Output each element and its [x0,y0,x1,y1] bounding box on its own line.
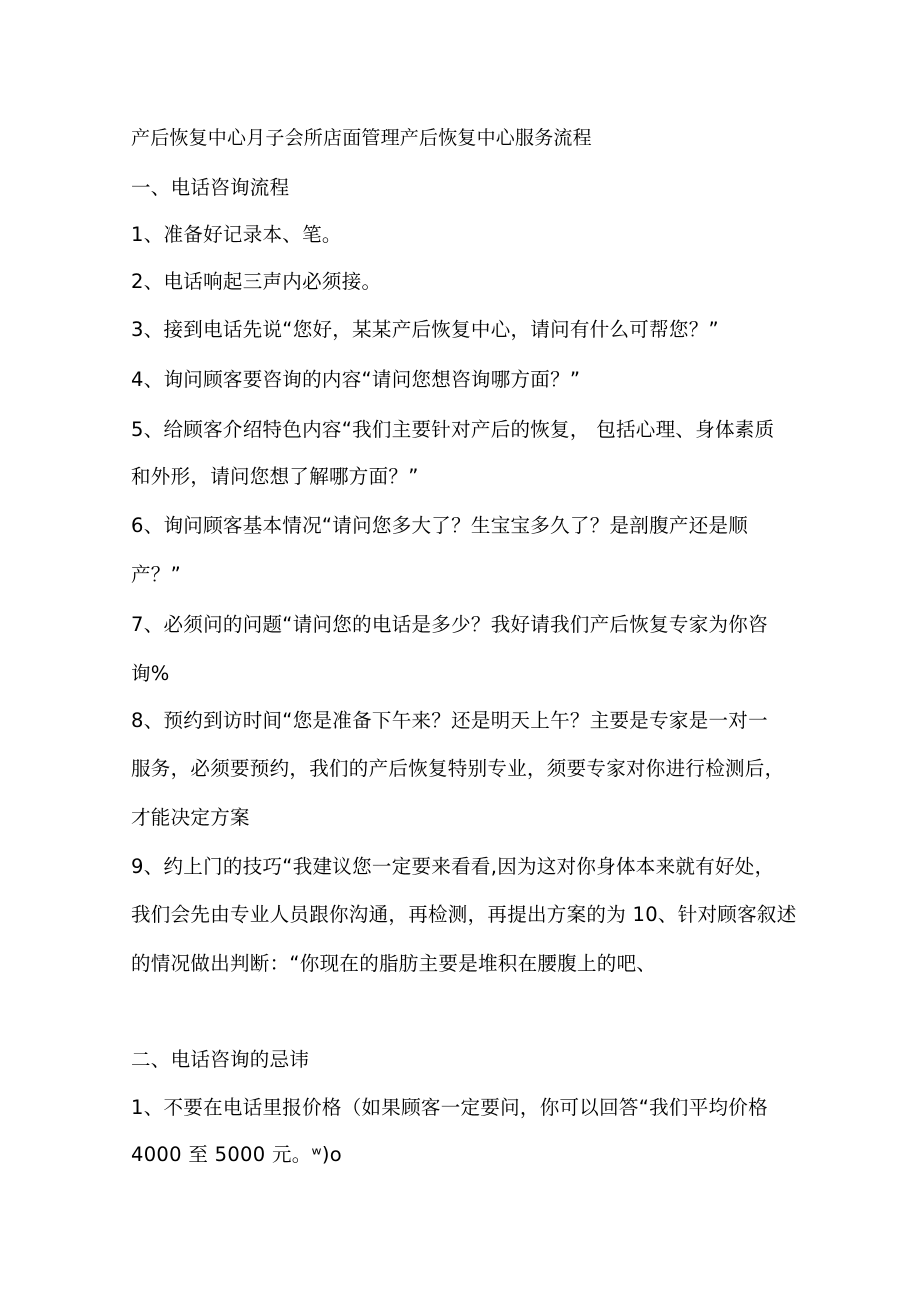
list-item: 1、不要在电话里报价格（如果顾客一定要问，你可以回答“我们平均价格 [131,1096,768,1119]
list-item: 6、询问顾客基本情况“请问您多大了？生宝宝多久了？是剖腹产还是顺 [131,514,749,537]
list-item: 1、准备好记录本、笔。 [131,223,342,246]
list-item-continuation: 服务，必须要预约，我们的产后恢复特别专业，须要专家对你进行检测后， [131,757,785,780]
list-item: 2、电话响起三声内必须接。 [131,270,382,293]
list-item-continuation: 的情况做出判断：“你现在的脂肪主要是堆积在腰腹上的吧、 [131,952,657,975]
list-item-continuation: 询% [131,662,170,685]
section-heading-phone-consult-process: 一、电话咨询流程 [131,176,290,199]
list-item: 9、约上门的技巧“我建议您一定要来看看,因为这对你身体本来就有好处， [131,855,775,878]
list-item-continuation: 才能决定方案 [131,806,250,829]
list-item: 5、给顾客介绍特色内容“我们主要针对产后的恢复， 包括心理、身体素质 [131,418,775,441]
list-item-continuation: 4000 至 5000 元。ʷ)o [131,1143,343,1166]
list-item: 7、必须问的问题“请问您的电话是多少？我好请我们产后恢复专家为你咨 [131,613,768,636]
list-item: 3、接到电话先说“您好，某某产后恢复中心，请问有什么可帮您？” [131,318,719,341]
list-item-continuation: 产？” [131,563,182,586]
list-item-continuation: 我们会先由专业人员跟你沟通，再检测，再提出方案的为 10、针对顾客叙述 [131,903,797,926]
list-item: 4、询问顾客要咨询的内容“请问您想咨询哪方面？” [131,368,581,391]
list-item-continuation: 和外形，请问您想了解哪方面？” [131,465,419,488]
section-heading-phone-consult-taboos: 二、电话咨询的忌讳 [131,1048,310,1071]
list-item: 8、预约到访时间“您是准备下午来？还是明天上午？主要是专家是一对一 [131,709,768,732]
document-title: 产后恢复中心月子会所店面管理产后恢复中心服务流程 [131,127,592,149]
